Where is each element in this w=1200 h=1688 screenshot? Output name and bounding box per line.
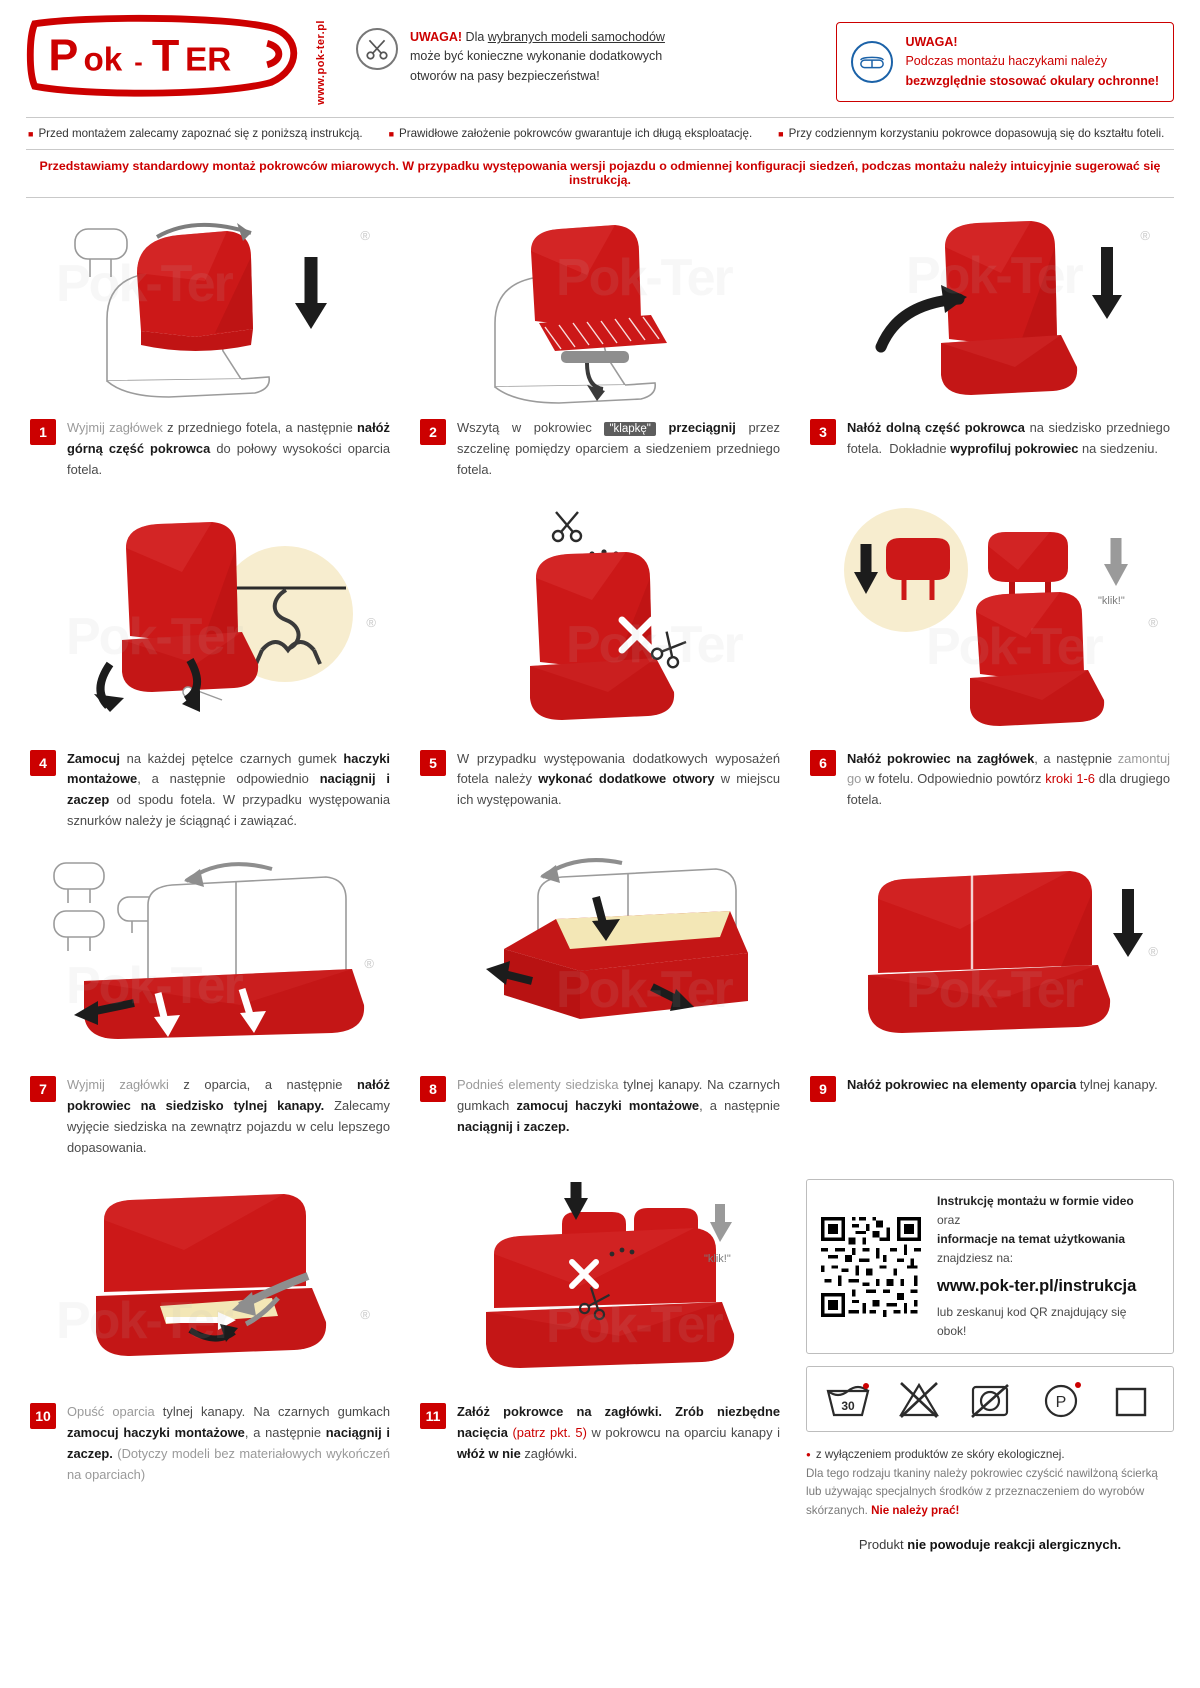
svg-text:"klik!": "klik!" [1098, 594, 1125, 607]
warning2-text2: bezwzględnie stosować okulary ochronne! [905, 73, 1159, 88]
registered-mark: ® [1148, 614, 1158, 630]
bench-diagram [40, 853, 380, 1068]
video-instruction-box [806, 1179, 1174, 1355]
notice-bullets [26, 118, 1174, 149]
step-9-caption [806, 1073, 1174, 1118]
step-10-caption [26, 1400, 394, 1502]
wash-30-icon [822, 1377, 874, 1421]
bench-diagram [430, 853, 770, 1068]
step-11-caption [416, 1400, 784, 1481]
notice-item: ■ Prawidłowe założenie pokrowców gwarantuje ich długą eksploatację. [388, 126, 753, 140]
step-text: Wyjmij zagłówki z oparcia, a następnie nałóż pokrowiec na siedzisko tylnej kanapy. Zalecamy wyjęcie siedziska na zewnątrz pojazdu w celu lepszego dopasowania. [67, 1077, 390, 1155]
warning-goggles-text [905, 33, 1159, 91]
professional-clean-icon [1035, 1377, 1087, 1421]
svg-text:"klik!": "klik!" [704, 1252, 731, 1265]
registered-mark: ® [360, 227, 370, 243]
step-4-caption [26, 747, 394, 849]
step-text: Wyjmij zagłówek z przedniego fotela, a następnie nałóż górną część pokrowca do połowy wysokości oparcia fotela. [67, 419, 390, 477]
registered-mark: ® [1148, 944, 1158, 960]
step-2 [416, 206, 784, 497]
step-7 [26, 848, 394, 1175]
step-4-illustration [26, 497, 394, 747]
step-number: 7 [30, 1076, 56, 1102]
step-number: 2 [420, 419, 446, 445]
qr-code-icon[interactable] [821, 1217, 921, 1317]
registered-mark: ® [364, 956, 374, 972]
step-text: Zamocuj na każdej pętelce czarnych gumek haczyki montażowe, a następnie odpowiednio naciągnij i zaczep od spodu fotela. W przypadku występowania sznurków należy je ściągnąć i zawiązać. [67, 750, 391, 829]
info-line2-rest: znajdziesz na: [937, 1251, 1014, 1266]
seat-diagram [45, 211, 375, 411]
step-number: 6 [810, 750, 836, 776]
seat-diagram [435, 211, 765, 411]
step-11 [416, 1175, 784, 1552]
instruction-url[interactable]: www.pok-ter.pl/instrukcja [937, 1276, 1137, 1295]
step-text: W przypadku występowania dodatkowych wyposażeń fotela należy wykonać dodatkowe otwory w miejscu ich występowania. [457, 750, 780, 808]
steps-row-3 [26, 848, 1174, 1175]
notice-text: Przed montażem zalecamy zapoznać się z poniższą instrukcją. [38, 126, 363, 140]
step-number: 3 [810, 419, 836, 445]
seat-diagram [40, 502, 380, 742]
step-text: Załóż pokrowce na zagłówki. Zrób niezbędne nacięcia (patrz pkt. 5) w pokrowcu na oparciu kanapy i włóż w nie zagłówki. [457, 1403, 780, 1461]
warning2-text: Podczas montażu haczykami należy [905, 54, 1107, 69]
notice-text: Przy codziennym korzystaniu pokrowce dopasowują się do kształtu foteli. [788, 126, 1165, 140]
step-text: Nałóż dolną część pokrowca na siedzisko przedniego fotela. Dokładnie wyprofiluj pokrowiec na siedzeniu. [847, 419, 1170, 456]
registered-mark: ® [1140, 227, 1150, 243]
step-1-caption [26, 416, 394, 497]
step-7-illustration [26, 848, 394, 1073]
registered-mark: ® [366, 614, 376, 630]
step-number: 11 [420, 1403, 446, 1429]
notice-text: Prawidłowe założenie pokrowców gwarantuje ich długą eksploatację. [399, 126, 753, 140]
bench-diagram [40, 1180, 380, 1395]
step-text: Nałóż pokrowiec na elementy oparcia tylnej kanapy. [847, 1077, 1158, 1093]
svg-text:T: T [151, 29, 180, 81]
bench-diagram [430, 1180, 770, 1395]
step-6-illustration [806, 497, 1174, 747]
svg-text:ok: ok [83, 41, 123, 79]
svg-text:ER: ER [185, 41, 232, 79]
step-3-illustration [806, 206, 1174, 416]
info-line1-rest: oraz [937, 1212, 961, 1227]
no-tumble-dry-icon [964, 1377, 1016, 1421]
no-bleach-icon [893, 1377, 945, 1421]
no-iron-icon [1106, 1377, 1158, 1421]
step-6 [806, 497, 1174, 849]
step-text: Opuść oparcia tylnej kanapy. Na czarnych gumkach zamocuj haczyki montażowe, a następnie naciągnij i zaczep. (Dotyczy modeli bez materiałowych wykończeń na oparciach) [67, 1403, 390, 1482]
step-8 [416, 848, 784, 1175]
step-10-illustration [26, 1175, 394, 1400]
brand-logo [26, 14, 356, 105]
steps-row-4 [26, 1175, 1174, 1552]
step-1-illustration [26, 206, 394, 416]
step-2-illustration [416, 206, 784, 416]
step-number: 8 [420, 1076, 446, 1102]
allergy-prefix: Produkt [858, 1536, 904, 1552]
step-11-illustration [416, 1175, 784, 1400]
bench-diagram [820, 853, 1160, 1068]
step-3-caption [806, 416, 1174, 476]
svg-text:30: 30 [841, 1399, 856, 1414]
brand-url: www.pok-ter.pl [315, 20, 327, 105]
step-8-caption [416, 1073, 784, 1154]
allergy-bold: nie powoduje reakcji alergicznych. [907, 1536, 1122, 1552]
notice-item: ■ Przy codziennym korzystaniu pokrowce dopasowują się do kształtu foteli. [778, 126, 1165, 140]
warning-goggles [836, 22, 1174, 102]
svg-text:-: - [134, 48, 143, 77]
svg-text:P: P [48, 29, 79, 81]
allergy-note [806, 1537, 1174, 1552]
step-9 [806, 848, 1174, 1175]
step-3 [806, 206, 1174, 497]
pokter-logo-icon [26, 14, 311, 98]
step-4 [26, 497, 394, 849]
video-instruction-text [937, 1192, 1159, 1342]
step-2-caption [416, 416, 784, 497]
care-bullet: z wyłączeniem produktów ze skóry ekologicznej. [815, 1448, 1065, 1462]
care-symbols [806, 1366, 1174, 1432]
step-7-caption [26, 1073, 394, 1175]
step-9-illustration [806, 848, 1174, 1073]
info-line1-bold: Instrukcję montażu w formie video [937, 1193, 1134, 1208]
step-text: Wszytą w pokrowiec "klapkę" przeciągnij przez szczelinę pomiędzy oparciem a siedzeniem przedniego fotela. [457, 419, 780, 477]
warning-seatbelt-holes [356, 14, 686, 86]
step-text: Nałóż pokrowiec na zagłówek, a następnie zamontuj go w fotelu. Odpowiednio powtórz kroki 1-6 dla drugiego fotela. [847, 750, 1171, 808]
step-5-caption [416, 747, 784, 828]
scissors-icon [356, 28, 398, 70]
safety-goggles-icon [851, 41, 893, 83]
step-5-illustration [416, 497, 784, 747]
care-warning: Nie należy prać! [871, 1503, 960, 1517]
step-number: 4 [30, 750, 56, 776]
watermark: Pok-Ter [556, 248, 732, 307]
info-line2-bold: informacje na temat użytkowania [937, 1232, 1126, 1247]
steps-row-2 [26, 497, 1174, 849]
warning-seatbelt-text: UWAGA! Dla wybranych modeli samochodów może być konieczne wykonanie dodatkowych otworów na pasy bezpieczeństwa! [410, 30, 665, 83]
step-6-caption [806, 747, 1174, 828]
registered-mark: ® [360, 1306, 370, 1322]
step-number: 5 [420, 750, 446, 776]
warning2-bold: UWAGA! [905, 35, 958, 49]
intro-banner: Przedstawiamy standardowy montaż pokrowców miarowych. W przypadku występowania wersji pojazdu o odmiennej konfiguracji siedzeń, podczas montażu należy intuicyjnie sugerować się instrukcją. [26, 149, 1174, 198]
step-8-illustration [416, 848, 784, 1073]
notice-item: ■ Przed montażem zalecamy zapoznać się z poniższą instrukcją. [28, 126, 363, 140]
steps-row-1 [26, 206, 1174, 497]
step-1 [26, 206, 394, 497]
watermark: Pok-Ter [566, 615, 742, 674]
step-number: 9 [810, 1076, 836, 1102]
seat-diagram [825, 211, 1155, 411]
seat-diagram [430, 502, 770, 742]
step-number: 1 [30, 419, 56, 445]
care-body: Dla tego rodzaju tkaniny należy pokrowiec czyścić nawilżoną ścierką lub używając specjalnych środków z przeznaczeniem do wyrobów skórzanych. [806, 1466, 1158, 1517]
step-10 [26, 1175, 394, 1552]
step-text: Podnieś elementy siedziska tylnej kanapy. Na czarnych gumkach zamocuj haczyki montażowe, a następnie naciągnij i zaczep. [457, 1077, 781, 1134]
warning1-bold: UWAGA! [410, 30, 463, 44]
care-note: ● z wyłączeniem produktów ze skóry ekologicznej. Dla tego rodzaju tkaniny należy pokrowiec czyścić nawilżoną ścierką lub używając specjalnych środków z przeznaczeniem do wyrobów skórzanych. Nie należy prać! [806, 1448, 1158, 1517]
seat-diagram [820, 502, 1160, 742]
info-column [806, 1175, 1174, 1552]
info-line3: lub zeskanuj kod QR znajdujący się obok! [937, 1304, 1127, 1339]
step-5 [416, 497, 784, 849]
svg-text:P: P [1055, 1394, 1067, 1412]
step-number: 10 [30, 1403, 56, 1429]
header [26, 0, 1174, 111]
